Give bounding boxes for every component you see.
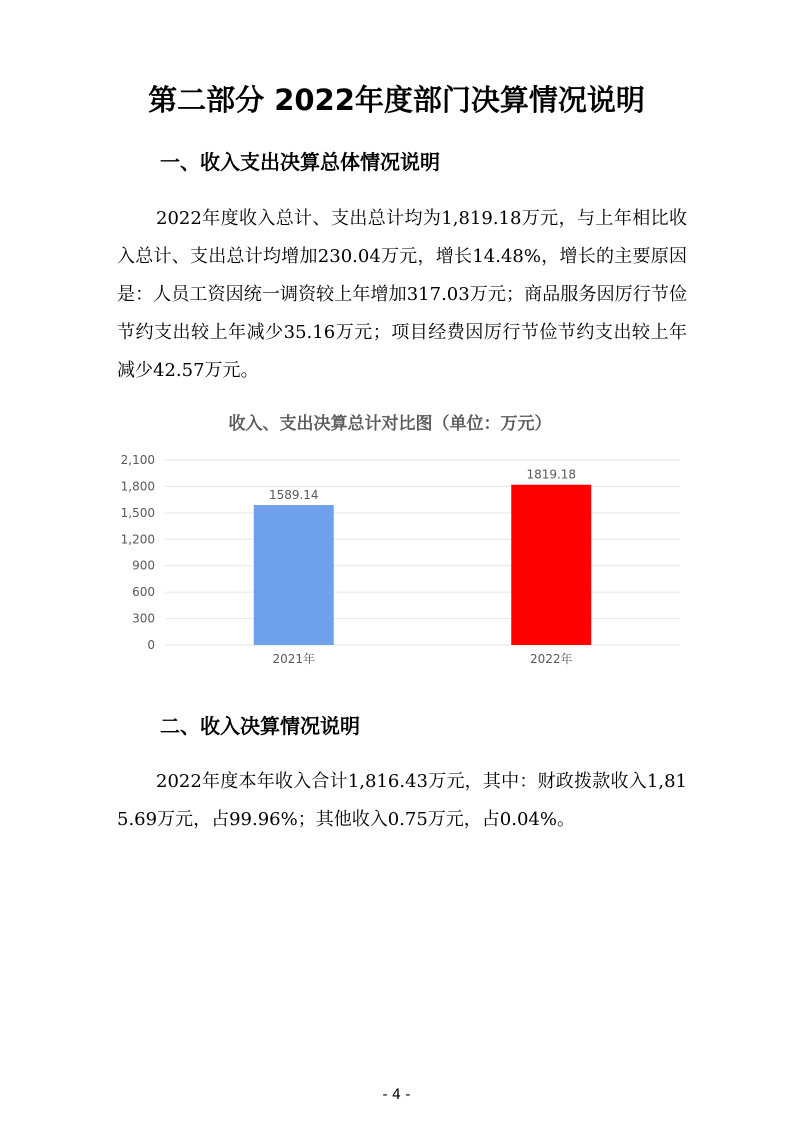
- y-tick-label: 600: [132, 585, 155, 600]
- chart-svg: [110, 405, 690, 675]
- page-title: 第二部分 2022年度部门决算情况说明: [148, 83, 645, 117]
- section-heading-income-detail: 二、收入决算情况说明: [160, 714, 360, 738]
- x-tick-label: 2021年: [272, 652, 316, 666]
- y-tick-label: 300: [132, 611, 155, 626]
- income-expense-comparison-chart: [110, 405, 690, 675]
- y-tick-label: 2,100: [120, 453, 155, 467]
- y-axis-tick-labels: [121, 453, 155, 652]
- chart-bars: [254, 485, 592, 645]
- bar-value-label: 1819.18: [526, 467, 577, 482]
- bar-2022年: [511, 485, 591, 645]
- paragraph-income-expense-overview: 2022年度收入总计、支出总计均为1,819.18万元，与上年相比收入总计、支出总计均增加230.04万元，增长14.48%，增长的主要原因是：人员工资因统一调资较上年增加317.03万元；商品服务因厉行节俭节约支出较上年减少35.16万元；项目经费因厉行节俭节约支出较上年减少42.57万元。: [117, 208, 687, 381]
- page-number: - 4 -: [382, 1087, 411, 1103]
- bar-2021年: [254, 505, 334, 645]
- y-tick-label: 1,800: [120, 479, 155, 494]
- paragraph-income-detail: 2022年度本年收入合计1,816.43万元，其中：财政拨款收入1,815.69万元，占99.96%；其他收入0.75万元，占0.04%。: [117, 771, 687, 830]
- x-tick-label: 2022年: [529, 652, 573, 666]
- y-tick-label: 900: [132, 558, 155, 573]
- bar-value-label: 1589.14: [268, 488, 319, 503]
- y-tick-label: 0: [147, 638, 155, 652]
- y-tick-label: 1,200: [120, 532, 155, 547]
- x-axis-tick-labels: [272, 651, 572, 666]
- section-heading-income-expense-overview: 一、收入支出决算总体情况说明: [160, 150, 440, 174]
- y-tick-label: 1,500: [120, 505, 155, 520]
- chart-title: 收入、支出决算总计对比图（单位：万元）: [228, 414, 552, 434]
- chart-gridlines: [165, 460, 680, 645]
